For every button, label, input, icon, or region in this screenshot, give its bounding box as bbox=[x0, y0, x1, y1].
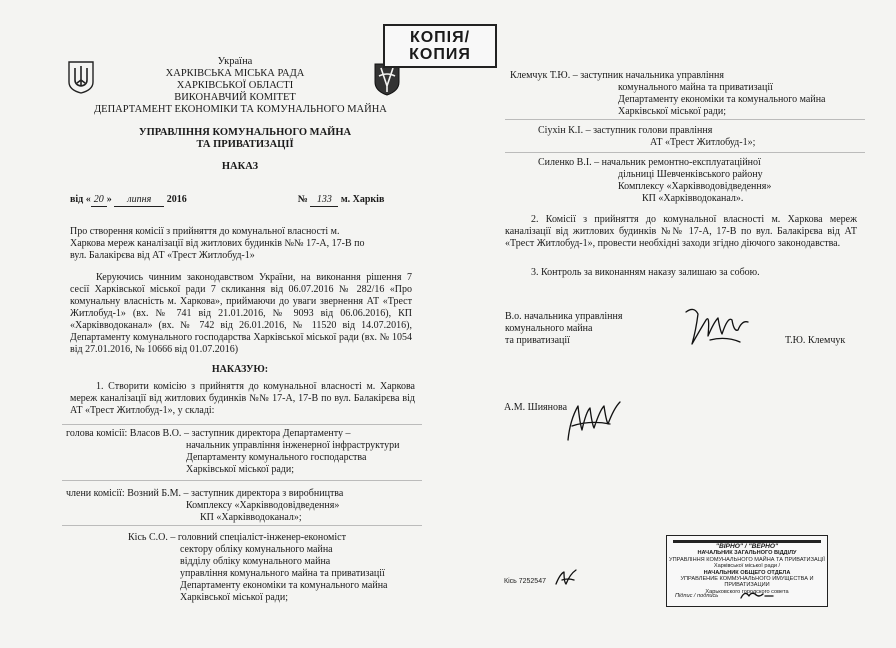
date-quote: » bbox=[106, 194, 115, 205]
executor-note: Кісь 7252547 bbox=[504, 578, 546, 585]
date-year: 2016 bbox=[166, 194, 187, 205]
date-day: 20 bbox=[91, 194, 107, 207]
signatory-title-line-2: та приватизації bbox=[505, 335, 570, 346]
member5-name: Силенко В.І. bbox=[538, 157, 592, 168]
members-label: члени комісії: bbox=[66, 488, 125, 499]
member3-line-2: Департаменту економіки та комунального майна bbox=[618, 94, 826, 105]
member-row-5 bbox=[538, 157, 858, 169]
item-3: 3. Контроль за виконанням наказу залишаю за собою. bbox=[531, 267, 760, 278]
preamble: Керуючись чинним законодавством України, на виконання рішення 7 сесії Харківської міської ради 7 скликання від 06.07.2016 № 282/16 «Про комунальну власність м. Харкова», приймаючи до уваги звернення АТ «Трест Житлобуд-1» (вх. № 741 від 21.01.2016, № 9093 від 06.06.2016), КП «Харківводоканал» (вх. № 742 від 26.01.2016, № 11520 від 14.07.2016), Департаменту комунального господарства Харківської міської ради (вх. № 1054 від 27.01.2016, № 10666 від 01.07.2016) bbox=[70, 272, 412, 355]
office-title bbox=[80, 127, 410, 151]
chair-line-2: Департаменту комунального господарства bbox=[186, 452, 367, 463]
document-header bbox=[80, 56, 390, 104]
order-heading: НАКАЗУЮ: bbox=[211, 364, 269, 375]
stamp-line-7: Харьковского городского совета bbox=[705, 588, 789, 595]
signatory-title-line-0: В.о. начальника управління bbox=[505, 311, 623, 322]
member1-line-1: Комплексу «Харківводовідведення» bbox=[186, 500, 340, 511]
member3-line-0: – заступник начальника управління bbox=[572, 70, 724, 81]
member4-line-0: – заступник голови правління bbox=[585, 125, 713, 136]
date-month: липня bbox=[114, 194, 164, 207]
order-number: 133 bbox=[310, 194, 338, 207]
signature-klemchuk bbox=[680, 300, 755, 360]
member3-line-1: комунального майна та приватизації bbox=[618, 82, 773, 93]
signature-kis bbox=[552, 566, 582, 590]
member5-details bbox=[618, 169, 858, 205]
stamp-line-3: УПРАВЛІННЯ КОМУНАЛЬНОГО МАЙНА ТА ПРИВАТИЗАЦІЇ bbox=[669, 556, 825, 563]
chair-line-3: Харківської міської ради; bbox=[186, 464, 294, 475]
verified-stamp bbox=[666, 535, 828, 607]
signatory-name: Т.Ю. Клемчук bbox=[785, 335, 846, 346]
member3-details bbox=[618, 82, 858, 118]
order-city: м. Харків bbox=[340, 194, 385, 205]
chair-role: голова комісії: bbox=[66, 428, 128, 439]
divider-2 bbox=[62, 480, 422, 481]
stamp-line-2: НАЧАЛЬНИК ЗАГАЛЬНОГО ВІДДІЛУ bbox=[697, 550, 797, 557]
member2-name: Кісь С.О. bbox=[128, 532, 168, 543]
signature-shyianova bbox=[560, 390, 630, 450]
divider-5 bbox=[505, 152, 865, 153]
header-country: Україна bbox=[217, 56, 253, 67]
chair-name: Власов В.О. bbox=[129, 428, 182, 439]
stamp-line-5: НАЧАЛЬНИК ОБЩЕГО ОТДЕЛА bbox=[703, 569, 791, 576]
order-date-line bbox=[70, 194, 430, 207]
copy-stamp-text: КОПІЯ/ КОПИЯ bbox=[409, 29, 471, 63]
member5-line-2: Комплексу «Харківводовідведення» bbox=[618, 181, 772, 192]
office-title-line2: ТА ПРИВАТИЗАЦІЇ bbox=[196, 139, 294, 150]
header-committee: ВИКОНАВЧИЙ КОМІТЕТ bbox=[174, 92, 296, 103]
header-council: ХАРКІВСЬКА МІСЬКА РАДА bbox=[165, 68, 305, 79]
item-2: 2. Комісії з прийняття до комунальної власності м. Харкова мереж каналізації від житлових будинків №№ 17-А, 17-В по вул. Балакірєва від АТ «Трест Житлобуд-1», провести необхідні заходи згідно діючого законодавства. bbox=[505, 214, 857, 249]
divider-1 bbox=[62, 424, 422, 425]
member2-line-2: відділу обліку комунального майна bbox=[180, 556, 331, 567]
header-department: ДЕПАРТАМЕНТ ЕКОНОМІКИ ТА КОМУНАЛЬНОГО МАЙНА bbox=[94, 104, 387, 115]
header-region: ХАРКІВСЬКОЇ ОБЛАСТІ bbox=[176, 80, 294, 91]
member4-name: Сіухін К.І. bbox=[538, 125, 584, 136]
stamp-line-1: "ВІРНО" / "ВЕРНО" bbox=[715, 543, 779, 550]
member4-line-1: АТ «Трест Житлобуд-1»; bbox=[650, 137, 756, 148]
member5-line-0: – начальник ремонтно-експлуатаційної bbox=[594, 157, 761, 168]
order-subject: Про створення комісії з прийняття до комунальної власності м. Харкова мереж каналізації від житлових будинків №№ 17-А, 17-В по вул. Балакірєва від АТ «Трест Житлобуд-1» bbox=[70, 226, 365, 261]
date-prefix: від « bbox=[70, 194, 91, 205]
member2-line-4: Департаменту економіки та комунального майна bbox=[180, 580, 388, 591]
copy-stamp bbox=[383, 24, 497, 68]
divider-4 bbox=[505, 119, 865, 120]
member1-line-0: – заступник директора з виробництва bbox=[183, 488, 344, 499]
approval-name: А.М. Шиянова bbox=[504, 402, 568, 413]
chair-line-1: начальник управління інженерної інфраструктури bbox=[186, 440, 400, 451]
member-row-3 bbox=[510, 70, 850, 82]
member-row-4 bbox=[538, 125, 858, 137]
chair-details bbox=[186, 440, 426, 476]
member2-details bbox=[180, 544, 430, 604]
signature-stamp bbox=[737, 588, 777, 602]
member-row-1 bbox=[66, 488, 426, 500]
member2-line-0: – головний спеціаліст-інженер-економіст bbox=[170, 532, 346, 543]
signatory-title bbox=[505, 311, 695, 347]
chair-line-0: – заступник директора Департаменту – bbox=[183, 428, 351, 439]
office-title-line1: УПРАВЛІННЯ КОМУНАЛЬНОГО МАЙНА bbox=[138, 127, 352, 138]
doc-type: НАКАЗ bbox=[221, 161, 259, 172]
member5-line-3: КП «Харківводоканал». bbox=[642, 193, 744, 204]
member5-line-1: дільниці Шевченківського району bbox=[618, 169, 763, 180]
number-prefix: № bbox=[297, 194, 308, 205]
member1-details bbox=[186, 500, 426, 524]
member1-name: Возний Б.М. bbox=[127, 488, 182, 499]
stamp-line-4: Харківської міської ради / bbox=[713, 563, 781, 570]
stamp-line-6: УПРАВЛЕНИЕ КОММУНАЛЬНОГО ИМУЩЕСТВА И ПРИВАТИЗАЦИИ bbox=[680, 576, 814, 589]
chair-row bbox=[66, 428, 426, 440]
member-row-2 bbox=[128, 532, 428, 544]
member3-line-3: Харківської міської ради; bbox=[618, 106, 726, 117]
member2-line-1: сектору обліку комунального майна bbox=[180, 544, 333, 555]
member1-line-2: КП «Харківводоканал»; bbox=[200, 512, 302, 523]
member2-line-5: Харківської міської ради; bbox=[180, 592, 288, 603]
member3-name: Клемчук Т.Ю. bbox=[510, 70, 571, 81]
divider-3 bbox=[62, 525, 422, 526]
item-1: 1. Створити комісію з прийняття до комунальної власності м. Харкова мереж каналізації від житлових будинків №№ 17-А, 17-В по вул. Балакірєва від АТ «Трест Житлобуд-1», у складі: bbox=[70, 381, 415, 416]
signatory-title-line-1: комунального майна bbox=[505, 323, 593, 334]
stamp-line-8: Підпис / подпись bbox=[675, 593, 719, 599]
member2-line-3: управління комунального майна та приватизації bbox=[180, 568, 385, 579]
